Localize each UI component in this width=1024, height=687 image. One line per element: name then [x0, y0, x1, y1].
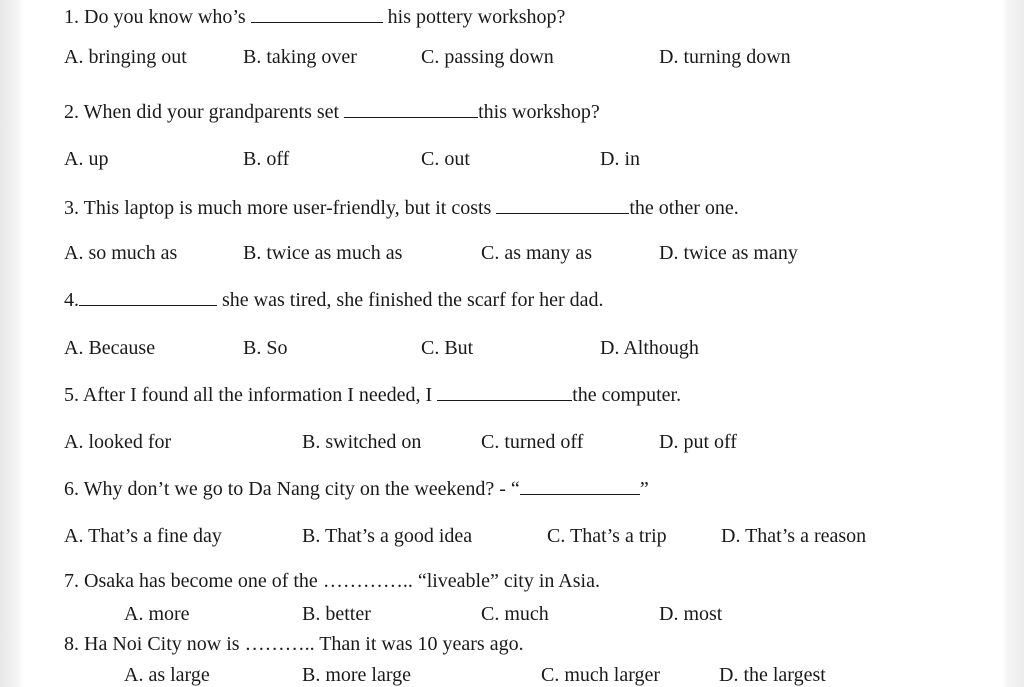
question-3-text-end: the other one.	[629, 197, 739, 219]
option-3b: B. twice as much as	[243, 242, 403, 264]
option-2c: C. out	[421, 148, 470, 170]
question-5	[64, 383, 681, 407]
option-1a: A. bringing out	[64, 46, 187, 68]
question-8-text-start: 8. Ha Noi City now is	[64, 633, 240, 655]
question-4-number: 4.	[64, 289, 79, 311]
question-2-text-start: 2. When did your grandparents set	[64, 101, 340, 123]
option-4c: C. But	[421, 337, 474, 359]
question-1	[64, 5, 565, 29]
question-7-text-start: 7. Osaka has become one of the	[64, 570, 318, 592]
option-8a: A. as large	[124, 664, 210, 686]
question-7-text-end: “liveable” city in Asia.	[417, 570, 600, 592]
question-1-text-start: 1. Do you know who’s	[64, 6, 246, 28]
option-2d: D. in	[600, 148, 640, 170]
answer-blank	[496, 196, 629, 214]
answer-blank	[437, 383, 572, 401]
question-6-text-end: ”	[639, 478, 649, 500]
option-8d: D. the largest	[719, 664, 826, 686]
question-6-text-start: 6. Why don’t we go to Da Nang city on the weekend? - “	[64, 478, 520, 500]
option-4d: D. Although	[600, 337, 699, 359]
option-5b: B. switched on	[302, 431, 422, 453]
option-6a: A. That’s a fine day	[64, 525, 222, 547]
page-right-edge	[1002, 0, 1024, 687]
question-3	[64, 196, 739, 220]
question-5-text-start: 5. After I found all the information I needed, I	[64, 384, 433, 406]
question-7	[64, 569, 600, 593]
option-6c: C. That’s a trip	[547, 525, 667, 547]
option-7c: C. much	[481, 603, 549, 625]
question-8-text-end: Than it was 10 years ago.	[319, 633, 524, 655]
question-4-text-end: she was tired, she finished the scarf for her dad.	[222, 289, 604, 311]
question-5-text-end: the computer.	[572, 384, 682, 406]
question-4	[64, 288, 604, 312]
question-6	[64, 477, 649, 501]
option-1b: B. taking over	[243, 46, 357, 68]
answer-dots: ………..	[244, 633, 315, 655]
option-8b: B. more large	[302, 664, 412, 686]
page-left-edge	[0, 0, 24, 687]
option-6b: B. That’s a good idea	[302, 525, 473, 547]
answer-blank	[251, 5, 383, 23]
option-7a: A. more	[124, 603, 190, 625]
answer-dots: …………..	[322, 570, 413, 592]
question-2-text-end: this workshop?	[478, 101, 600, 123]
option-5d: D. put off	[659, 431, 737, 453]
question-1-text-end: his pottery workshop?	[387, 6, 566, 28]
option-1c: C. passing down	[421, 46, 554, 68]
question-8	[64, 632, 524, 656]
option-4a: A. Because	[64, 337, 156, 359]
option-2a: A. up	[64, 148, 109, 170]
option-1d: D. turning down	[659, 46, 791, 68]
answer-blank	[344, 100, 478, 118]
option-3a: A. so much as	[64, 242, 178, 264]
question-2	[64, 100, 600, 124]
option-7d: D. most	[659, 603, 723, 625]
option-5a: A. looked for	[64, 431, 172, 453]
option-3d: D. twice as many	[659, 242, 798, 264]
question-3-text-start: 3. This laptop is much more user-friendly, but it costs	[64, 197, 492, 219]
answer-blank	[520, 477, 640, 495]
option-5c: C. turned off	[481, 431, 584, 453]
option-3c: C. as many as	[481, 242, 593, 264]
option-2b: B. off	[243, 148, 290, 170]
option-7b: B. better	[302, 603, 371, 625]
option-4b: B. So	[243, 337, 288, 359]
answer-blank	[79, 288, 217, 306]
option-8c: C. much larger	[541, 664, 661, 686]
option-6d: D. That’s a reason	[721, 525, 867, 547]
